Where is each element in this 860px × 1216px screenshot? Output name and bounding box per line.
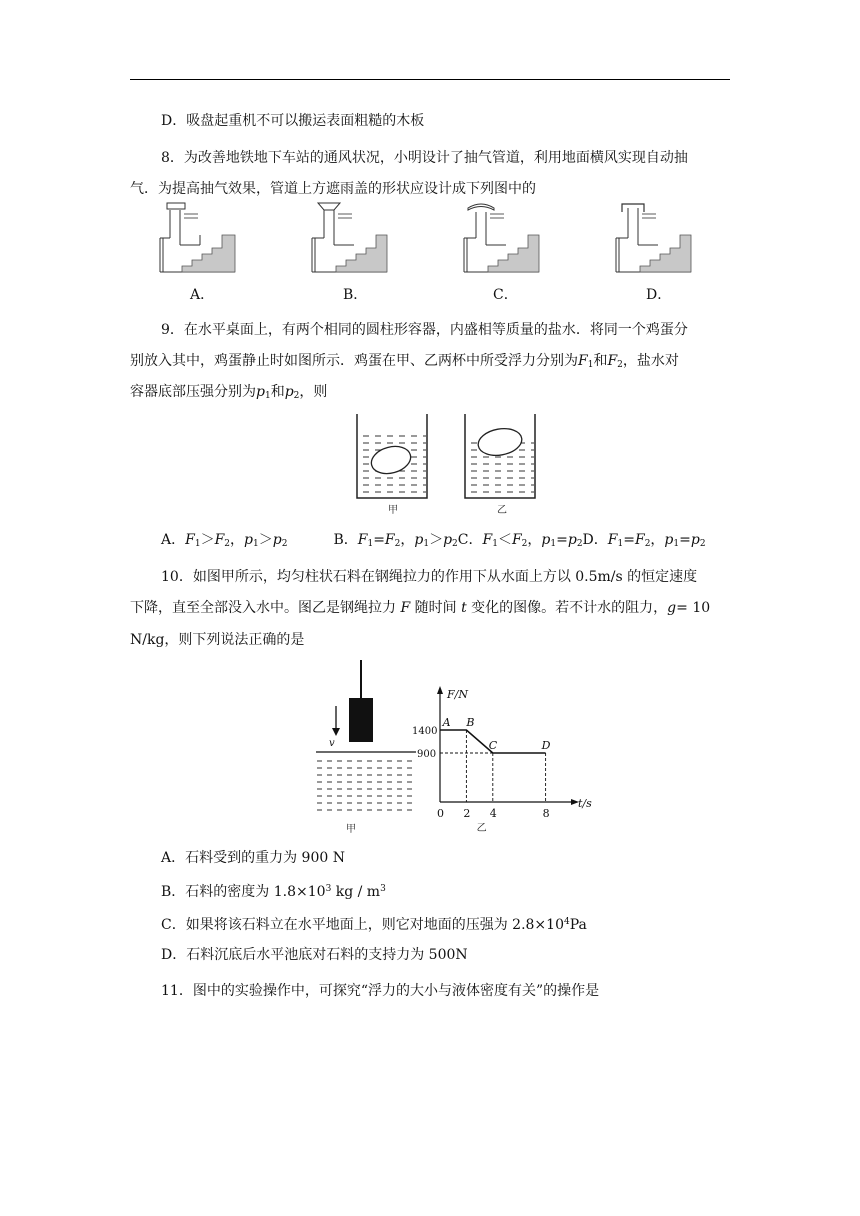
q9-option-a: A．$F_1>F_2$，$p_1>p_2$ xyxy=(161,532,288,549)
header-rule xyxy=(130,79,730,80)
q8-label-b: B． xyxy=(343,287,368,303)
jia-label: 甲 xyxy=(346,824,356,835)
y-tick-label: 900 xyxy=(417,749,437,760)
yi-label: 乙 xyxy=(476,823,487,834)
q10-stem-line3: N/kg，则下列说法正确的是 xyxy=(130,632,305,648)
velocity-label: v xyxy=(329,738,335,749)
point-label-d: D xyxy=(541,739,551,752)
q9-options xyxy=(161,531,706,553)
x-tick-label: 0 xyxy=(437,807,444,820)
q9-stem-line3: 容器底部压强分别为$p_1$和$p_2$，则 xyxy=(130,384,328,401)
x-tick-label: 8 xyxy=(542,807,550,820)
q10-option-b: B．石料的密度为 $1.8\times 10^3$ kg / $m^3$ xyxy=(161,884,386,900)
x-tick-label: 4 xyxy=(489,807,497,820)
q9-option-b: B．$F_1=F_2$，$p_1>p_2$ xyxy=(333,532,458,549)
q9-stem-line1: 9．在水平桌面上，有两个相同的圆柱形容器，内盛相等质量的盐水．将同一个鸡蛋分 xyxy=(161,322,688,338)
point-label-b: B xyxy=(466,716,475,729)
q8-label-a: A． xyxy=(190,287,215,303)
q10-stem-line2: 下降，直至全部没入水中。图乙是钢绳拉力 F 随时间 t 变化的图像。若不计水的阻力，g= 10 xyxy=(130,600,711,616)
q8-figure-d xyxy=(616,204,691,272)
q8-label-d: D． xyxy=(646,287,672,303)
q8-options-figure xyxy=(150,200,710,280)
q10-force-time-chart xyxy=(400,660,590,836)
q9-option-c: C．$F_1<F_2$，$p_1=p_2$ xyxy=(457,532,583,549)
q10-option-a: A．石料受到的重力为 900 N xyxy=(161,850,345,866)
x-tick-label: 2 xyxy=(463,807,471,820)
point-label-c: C xyxy=(488,739,498,752)
q7-option-d: D．吸盘起重机不可以搬运表面粗糙的木板 xyxy=(161,113,425,129)
cup-yi-label: 乙 xyxy=(497,505,507,516)
q10-option-d: D．石料沉底后水平池底对石料的支持力为 500N xyxy=(161,947,468,963)
cup-jia-label: 甲 xyxy=(388,505,398,516)
q8-figure-c xyxy=(464,204,539,272)
y-axis-arrow xyxy=(437,686,443,694)
q10-option-c: C．如果将该石料立在水平地面上，则它对地面的压强为 $2.8\times 10^4Pa$ xyxy=(161,917,587,933)
q9-cups-figure xyxy=(350,412,540,516)
q9-option-d: D．$F_1=F_2$，$p_1=p_2$ xyxy=(582,532,706,549)
cup-yi xyxy=(465,414,535,498)
q8-label-c: C． xyxy=(493,287,518,303)
q8-stem-line2: 气．为提高抽气效果，管道上方遮雨盖的形状应设计成下列图中的 xyxy=(130,181,536,197)
y-tick-label: 1400 xyxy=(412,726,438,737)
point-label-a: A xyxy=(442,716,451,729)
q9-stem-line2: 别放入其中，鸡蛋静止时如图所示．鸡蛋在甲、乙两杯中所受浮力分别为$F_1$和$F_2$，盐水对 xyxy=(130,353,679,370)
q8-figure-a xyxy=(160,203,235,272)
x-axis-label: t/s xyxy=(578,797,592,810)
y-axis-label: F/N xyxy=(447,688,468,701)
q8-figure-b xyxy=(312,203,387,272)
q8-stem-line1: 8．为改善地铁地下车站的通风状况，小明设计了抽气管道，利用地面横风实现自动抽 xyxy=(161,150,688,166)
q11-stem: 11．图中的实验操作中，可探究“浮力的大小与液体密度有关”的操作是 xyxy=(161,983,600,999)
q10-stem-line1: 10．如图甲所示，均匀柱状石料在钢绳拉力的作用下从水面上方以 0.5m/s 的恒定速度 xyxy=(161,569,698,585)
cup-jia xyxy=(357,414,427,498)
